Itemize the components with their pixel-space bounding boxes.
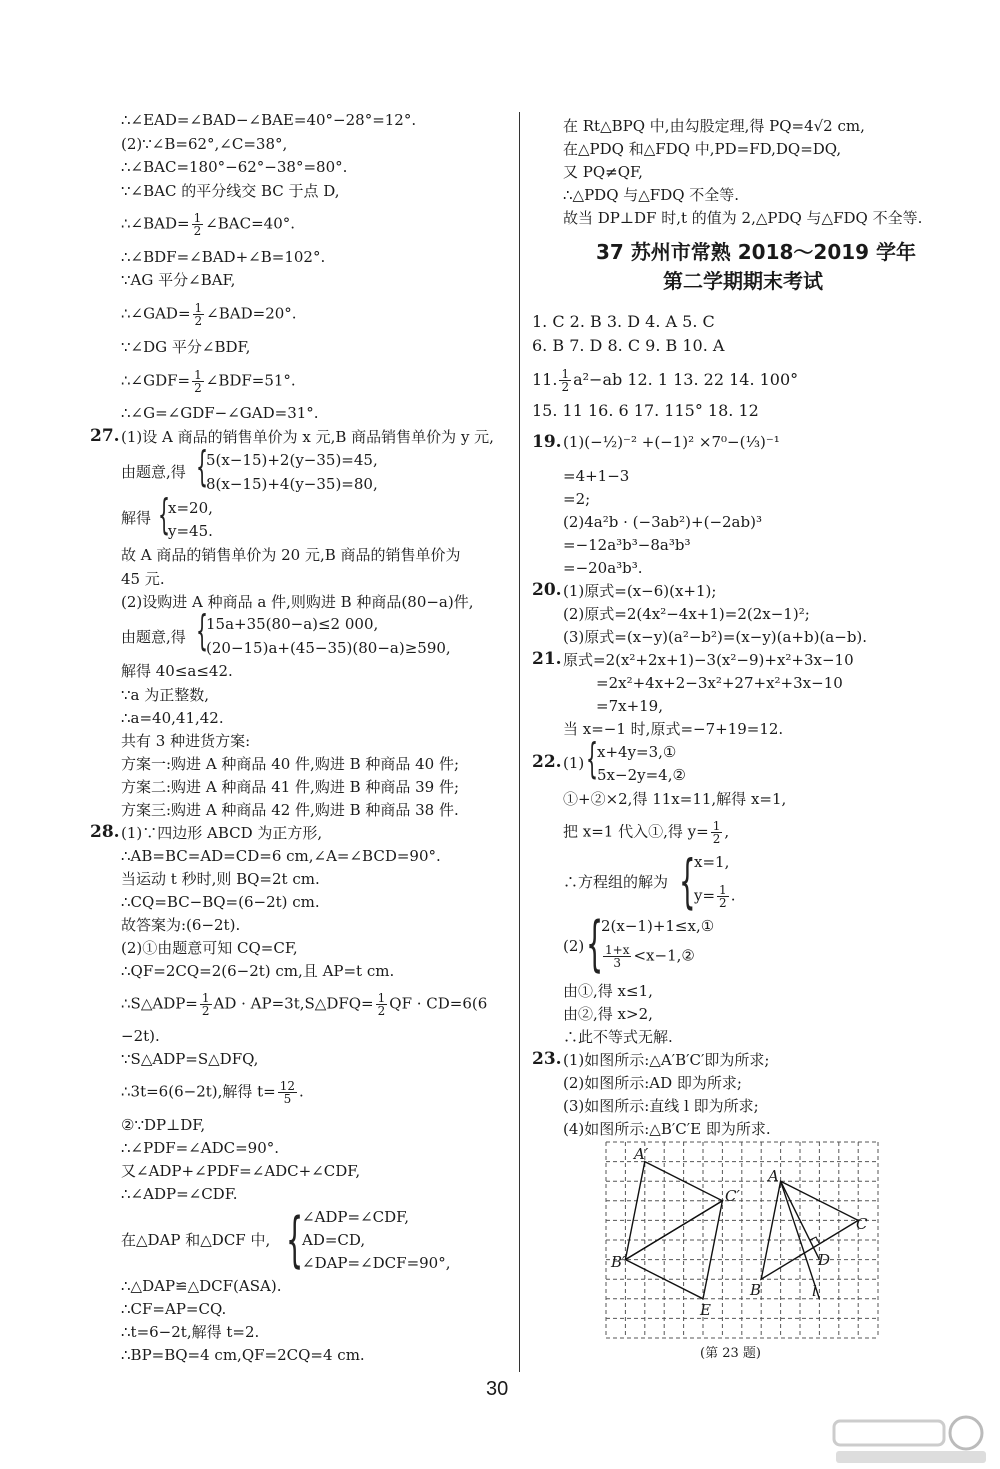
text-line: 解得 bbox=[121, 509, 152, 527]
equation: ∠DAP=∠DCF=90°, bbox=[302, 1254, 451, 1272]
brace: { bbox=[586, 734, 599, 783]
text-line: ∵a 为正整数, bbox=[121, 686, 210, 704]
text-line: ∴∠BDF=∠BAD+∠B=102°. bbox=[121, 248, 326, 266]
text-line: 当 x=−1 时,原式=−7+19=12. bbox=[563, 720, 784, 738]
fraction: $\frac{1}{2}$ bbox=[194, 368, 202, 395]
text-line: 故答案为:(6−2t). bbox=[121, 916, 241, 934]
triangle-a1b1c1 bbox=[625, 1162, 722, 1260]
text-line: ∵S△ADP=S△DFQ, bbox=[121, 1050, 259, 1068]
text-line: ∴∠BAD= $\frac{1}{2}$ ∠BAC=40°. bbox=[121, 211, 296, 238]
text-line: ①+②×2,得 11x=11,解得 x=1, bbox=[563, 790, 787, 808]
label-c-prime: C′ bbox=[725, 1187, 740, 1205]
watermark-logo bbox=[830, 1415, 990, 1469]
question-number: 22. bbox=[532, 752, 562, 772]
figure-caption: (第 23 题) bbox=[700, 1346, 761, 1361]
text-line: 故当 DP⊥DF 时,t 的值为 2,△PDQ 与△FDQ 不全等. bbox=[563, 209, 923, 227]
text-line: 方案三:购进 A 种商品 42 件,购进 B 种商品 38 件. bbox=[121, 801, 459, 819]
fraction: $\frac{1}{2}$ bbox=[193, 211, 202, 238]
text-line: ∴a=40,41,42. bbox=[121, 709, 224, 727]
text-line: −2t). bbox=[121, 1027, 160, 1045]
fraction: $\frac{1}{2}$ bbox=[712, 819, 721, 846]
text-line: (4)如图所示:△B′C′E 即为所求. bbox=[563, 1120, 771, 1138]
text-line: (2)原式=2(4x²−4x+1)=2(2x−1)²; bbox=[563, 605, 810, 623]
label-l: l bbox=[812, 1282, 817, 1300]
text-line: ②∵DP⊥DF, bbox=[121, 1116, 206, 1134]
label-a: A bbox=[768, 1167, 779, 1185]
text-line: 原式=2(x²+2x+1)−3(x²−9)+x²+3x−10 bbox=[563, 651, 854, 669]
text-line: ∴∠EAD=∠BAD−∠BAE=40°−28°=12°. bbox=[121, 111, 417, 129]
text-line: 由题意,得 bbox=[121, 628, 186, 646]
answer-row: 11. $\frac{1}{2}$ a²−ab 12. 1 13. 22 14. 100° bbox=[532, 367, 799, 394]
text-line: ∵AG 平分∠BAF, bbox=[121, 271, 236, 289]
text-line: =−20a³b³. bbox=[563, 559, 643, 577]
text-line: ∴∠BAC=180°−62°−38°=80°. bbox=[121, 158, 348, 176]
text-line: (1) bbox=[563, 754, 585, 772]
text-line: ∴t=6−2t,解得 t=2. bbox=[121, 1323, 260, 1341]
label-a-prime: A′ bbox=[634, 1145, 649, 1163]
text-line: (3)原式=(x−y)(a²−b²)=(x−y)(a+b)(a−b). bbox=[563, 628, 868, 646]
text-line: =−12a³b³−8a³b³ bbox=[563, 536, 691, 554]
fraction: $\frac{1}{2}$ bbox=[719, 883, 727, 910]
inequality: 2(x−1)+1≤x,① bbox=[601, 917, 715, 935]
text-line: =4+1−3 bbox=[563, 467, 630, 485]
text-line: (2)∵∠B=62°,∠C=38°, bbox=[121, 135, 288, 153]
section-title: 37 苏州市常熟 2018～2019 学年 bbox=[596, 240, 917, 264]
label-c: C bbox=[856, 1215, 868, 1233]
text-line: ∴3t=6(6−2t),解得 t= $\frac{12}{5}$ . bbox=[121, 1079, 304, 1106]
fraction: $\frac{1}{2}$ bbox=[201, 991, 210, 1018]
text-line: ∴BP=BQ=4 cm,QF=2CQ=4 cm. bbox=[121, 1346, 365, 1364]
text-line: (1)∵四边形 ABCD 为正方形, bbox=[121, 824, 323, 842]
text-line: (3)如图所示:直线 l 即为所求; bbox=[563, 1097, 759, 1115]
text-line: =2x²+4x+2−3x²+27+x²+3x−10 bbox=[596, 674, 843, 692]
label-b: B bbox=[750, 1281, 762, 1299]
text-line: 故 A 商品的销售单价为 20 元,B 商品的销售单价为 bbox=[121, 546, 461, 564]
text-line: 方案二:购进 A 种商品 41 件,购进 B 种商品 39 件; bbox=[121, 778, 460, 796]
text-line: (1)如图所示:△A′B′C′即为所求; bbox=[563, 1051, 770, 1069]
text-line: ∴CQ=BC−BQ=(6−2t) cm. bbox=[121, 893, 320, 911]
question-number: 23. bbox=[532, 1049, 562, 1069]
text-line: ∴∠G=∠GDF−∠GAD=31°. bbox=[121, 404, 319, 422]
page-number: 30 bbox=[486, 1378, 509, 1400]
equation: x=1, bbox=[694, 853, 730, 871]
fraction: $\frac{1+x}{3}$ bbox=[605, 943, 630, 970]
answer-row: 6. B 7. D 8. C 9. B 10. A bbox=[532, 336, 725, 355]
text-line: (2)设购进 A 种商品 a 件,则购进 B 种商品(80−a)件, bbox=[121, 593, 474, 611]
text-line: 共有 3 种进货方案: bbox=[121, 732, 251, 750]
brace: { bbox=[679, 847, 696, 915]
equation: 8(x−15)+4(y−35)=80, bbox=[206, 475, 378, 493]
label-e: E bbox=[700, 1301, 711, 1319]
fraction: $\frac{1}{2}$ bbox=[561, 367, 570, 394]
text-line: (2) bbox=[563, 937, 585, 955]
text-line: 在△PDQ 和△FDQ 中,PD=FD,DQ=DQ, bbox=[563, 140, 842, 158]
text-line: ∴AB=BC=AD=CD=6 cm,∠A=∠BCD=90°. bbox=[121, 847, 441, 865]
equation: 5(x−15)+2(y−35)=45, bbox=[206, 451, 378, 469]
question-number: 21. bbox=[532, 649, 562, 669]
equation: 5x−2y=4,② bbox=[597, 766, 686, 784]
text-line: ∴△DAP≌△DCF(ASA). bbox=[121, 1277, 282, 1295]
text-line: ∴∠GAD= $\frac{1}{2}$ ∠BAD=20°. bbox=[121, 301, 297, 328]
text-line: 在 Rt△BPQ 中,由勾股定理,得 PQ=4√2 cm, bbox=[563, 117, 865, 135]
text-line: ∴∠ADP=∠CDF. bbox=[121, 1185, 238, 1203]
question-23-figure bbox=[604, 1140, 880, 1340]
fraction: $\frac{12}{5}$ bbox=[279, 1079, 296, 1106]
text-line: 由②,得 x>2, bbox=[563, 1005, 653, 1023]
text-line: 方案一:购进 A 种商品 40 件,购进 B 种商品 40 件; bbox=[121, 755, 460, 773]
text-line: ∴∠GDF= $\frac{1}{2}$ ∠BDF=51°. bbox=[121, 368, 296, 395]
brace: { bbox=[196, 442, 209, 491]
column-divider bbox=[519, 112, 520, 1372]
text-line: 由①,得 x≤1, bbox=[563, 982, 653, 1000]
text-line: (2)如图所示:AD 即为所求; bbox=[563, 1074, 742, 1092]
question-number: 28. bbox=[90, 822, 120, 842]
label-d: D bbox=[818, 1251, 831, 1269]
question-number: 27. bbox=[90, 426, 120, 446]
inequality: $\frac{1+x}{3}$ <x−1,② bbox=[605, 943, 695, 970]
brace: { bbox=[196, 606, 209, 655]
answer-row: 1. C 2. B 3. D 4. A 5. C bbox=[532, 312, 715, 331]
grid-figure bbox=[604, 1140, 880, 1340]
text-line: ∴S△ADP= $\frac{1}{2}$ AD · AP=3t,S△DFQ= $\frac{1}{2}$ QF · CD=6(6 bbox=[121, 991, 488, 1018]
text-line: (2)①由题意可知 CQ=CF, bbox=[121, 939, 298, 957]
equation: x+4y=3,① bbox=[597, 743, 677, 761]
text-line: 把 x=1 代入①,得 y= $\frac{1}{2}$ , bbox=[563, 819, 730, 846]
text-line: ∴方程组的解为 bbox=[563, 873, 669, 891]
text-line: (1)(−½)⁻² +(−1)² ×7⁰−(⅓)⁻¹ bbox=[563, 433, 780, 451]
equation: y= $\frac{1}{2}$ . bbox=[694, 883, 736, 910]
answer-row: 15. 11 16. 6 17. 115° 18. 12 bbox=[532, 401, 759, 420]
text-line: 在△DAP 和△DCF 中, bbox=[121, 1231, 271, 1249]
text-line: 又 PQ≠QF, bbox=[563, 163, 643, 181]
brace: { bbox=[586, 909, 604, 979]
text-line: 又∠ADP+∠PDF=∠ADC+∠CDF, bbox=[121, 1162, 361, 1180]
text-line: (1)设 A 商品的销售单价为 x 元,B 商品销售单价为 y 元, bbox=[121, 428, 494, 446]
text-line: 解得 40≤a≤42. bbox=[121, 662, 233, 680]
text-line: ∵∠BAC 的平分线交 BC 于点 D, bbox=[121, 182, 340, 200]
text-line: 45 元. bbox=[121, 570, 165, 588]
equation: (20−15)a+(45−35)(80−a)≥590, bbox=[206, 639, 451, 657]
text-line: 由题意,得 bbox=[121, 463, 186, 481]
equation: ∠ADP=∠CDF, bbox=[302, 1208, 409, 1226]
question-number: 20. bbox=[532, 580, 562, 600]
equation: 15a+35(80−a)≤2 000, bbox=[206, 615, 379, 633]
triangle-b1c1e bbox=[625, 1201, 722, 1299]
text-line: ∴QF=2CQ=2(6−2t) cm,且 AP=t cm. bbox=[121, 962, 395, 980]
text-line: ∵∠DG 平分∠BDF, bbox=[121, 338, 251, 356]
text-line: (2)4a²b · (−3ab²)+(−2ab)³ bbox=[563, 513, 762, 531]
text-line: ∴△PDQ 与△FDQ 不全等. bbox=[563, 186, 740, 204]
text-line: ∴∠PDF=∠ADC=90°. bbox=[121, 1139, 280, 1157]
fraction: $\frac{1}{2}$ bbox=[194, 301, 203, 328]
equation: AD=CD, bbox=[302, 1231, 366, 1249]
text-line: =7x+19, bbox=[596, 697, 663, 715]
equation: x=20, bbox=[168, 499, 213, 517]
section-subtitle: 第二学期期末考试 bbox=[663, 269, 823, 293]
text-line: 当运动 t 秒时,则 BQ=2t cm. bbox=[121, 870, 320, 888]
text-line: (1)原式=(x−6)(x+1); bbox=[563, 582, 717, 600]
question-number: 19. bbox=[532, 432, 562, 452]
triangle-abc bbox=[761, 1181, 858, 1279]
brace: { bbox=[286, 1205, 304, 1275]
equation: y=45. bbox=[168, 522, 213, 540]
text-line: =2; bbox=[563, 490, 591, 508]
fraction: $\frac{1}{2}$ bbox=[377, 991, 386, 1018]
text-line: ∴此不等式无解. bbox=[563, 1028, 673, 1046]
label-b-prime: B′ bbox=[611, 1253, 626, 1271]
text-line: ∴CF=AP=CQ. bbox=[121, 1300, 227, 1318]
brace: { bbox=[158, 490, 171, 539]
